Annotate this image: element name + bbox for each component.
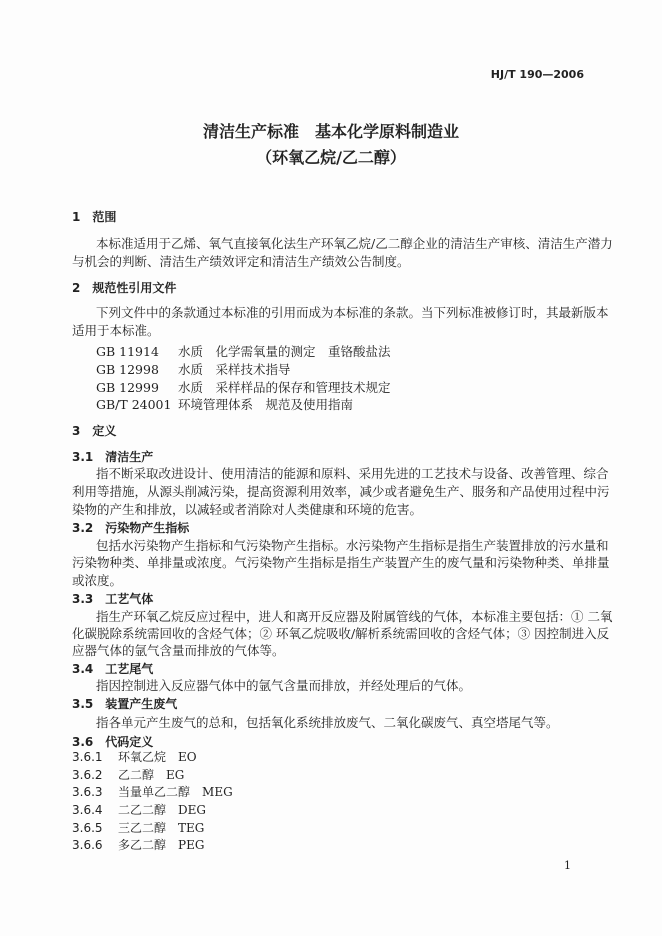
section-title: 定义 (92, 424, 117, 438)
paragraph-line: 与机会的判断、清洁生产绩效评定和清洁生产绩效公告制度。 (72, 254, 410, 269)
subsection-title: 工艺气体 (105, 592, 154, 606)
paragraph-line: 指各单元产生废气的总和，包括氧化系统排放废气、二氧化碳废气、真空塔尾气等。 (96, 715, 559, 730)
code-definition (72, 837, 204, 853)
paragraph-line: 利用等措施，从源头削减污染，提高资源利用效率，减少或者避免生产、服务和产品使用过程中污 (72, 484, 610, 499)
page-subtitle: （环氧乙烷/乙二醇） (256, 148, 406, 167)
section-number: 2 (72, 281, 81, 295)
subsection-title: 工艺尾气 (105, 662, 154, 676)
paragraph-line: 适用于本标准。 (72, 323, 160, 338)
code-name: 当量单乙二醇 (118, 785, 191, 799)
subsection-heading (72, 734, 153, 750)
code-name: 环氧乙烷 (118, 750, 167, 764)
subsection-title: 代码定义 (105, 735, 154, 749)
code-definition (72, 784, 233, 800)
code-number: 3.6.1 (72, 750, 103, 764)
paragraph-line: 指因控制进入反应器气体中的氩气含量而排放，并经处理后的气体。 (96, 678, 472, 693)
code-name: 三乙二醇 (118, 821, 167, 835)
paragraph-line: 染物的产生和排放，以减轻或者消除对人类健康和环境的危害。 (72, 502, 423, 517)
page-number: 1 (564, 859, 571, 872)
subsection-number: 3.4 (72, 662, 94, 676)
subsection-number: 3.1 (72, 450, 94, 464)
subsection-number: 3.6 (72, 735, 94, 749)
code-abbr: DEG (178, 803, 206, 817)
reference-code: GB/T 24001 (96, 397, 172, 412)
subsection-number: 3.2 (72, 521, 94, 535)
code-abbr: EO (178, 750, 197, 764)
section-title: 规范性引用文件 (92, 281, 177, 295)
code-number: 3.6.5 (72, 821, 103, 835)
code-abbr: PEG (178, 838, 205, 852)
code-name: 多乙二醇 (118, 838, 167, 852)
page-title: 清洁生产标准 基本化学原料制造业 (202, 122, 459, 141)
paragraph-line: 包括水污染物产生指标和气污染物产生指标。水污染物产生指标是指生产装置排放的污水量和 (96, 538, 609, 553)
subsection-heading (72, 661, 153, 677)
code-number: 3.6.2 (72, 768, 103, 782)
code-number: 3.6.3 (72, 785, 103, 799)
code-number: 3.6.6 (72, 838, 103, 852)
section-number: 3 (72, 424, 81, 438)
subsection-title: 污染物产生指标 (105, 521, 190, 535)
code-definition (72, 820, 204, 836)
reference-code: GB 11914 (96, 344, 159, 359)
paragraph-line: 指生产环氧乙烷反应过程中，进人和离开反应器及附属管线的气体，本标准主要包括：① 二氧 (96, 609, 613, 624)
subsection-title: 装置产生废气 (105, 697, 178, 711)
section-title: 范围 (92, 210, 117, 224)
code-definition (72, 749, 197, 765)
subsection-number: 3.5 (72, 697, 94, 711)
subsection-heading (72, 591, 153, 607)
reference-title: 水质 化学需氧量的测定 重铬酸盐法 (178, 344, 391, 359)
paragraph-line: 指不断采取改进设计、使用清洁的能源和原料、采用先进的工艺技术与设备、改善管理、综合 (96, 466, 609, 481)
section-number: 1 (72, 210, 81, 224)
reference-title: 水质 采样技术指导 (178, 362, 291, 377)
subsection-heading (72, 696, 177, 712)
subsection-heading (72, 520, 189, 536)
code-name: 二乙二醇 (118, 803, 167, 817)
reference-code: GB 12998 (96, 362, 159, 377)
subsection-title: 清洁生产 (105, 450, 154, 464)
code-name: 乙二醇 (118, 768, 155, 782)
subsection-number: 3.3 (72, 592, 94, 606)
paragraph-line: 下列文件中的条款通过本标准的引用而成为本标准的条款。当下列标准被修订时，其最新版本 (96, 305, 609, 320)
section-heading-1 (72, 209, 116, 225)
section-heading-3 (72, 423, 116, 439)
code-number: 3.6.4 (72, 803, 103, 817)
reference-title: 环境管理体系 规范及使用指南 (178, 397, 354, 412)
subsection-heading (72, 449, 153, 465)
paragraph-line: 或浓度。 (72, 573, 123, 588)
code-abbr: MEG (202, 785, 233, 799)
section-heading-2 (72, 280, 176, 296)
reference-title: 水质 采样样品的保存和管理技术规定 (178, 380, 391, 395)
document-number: HJ/T 190—2006 (490, 68, 584, 81)
reference-code: GB 12999 (96, 380, 159, 395)
code-abbr: TEG (178, 821, 205, 835)
code-abbr: EG (166, 768, 185, 782)
paragraph-line: 应器气体的氩气含量而排放的气体等。 (72, 643, 285, 658)
paragraph-line: 污染物种类、单排量或浓度。气污染物产生指标是指生产装置产生的废气量和污染物种类、单排量 (72, 555, 610, 570)
paragraph-line: 化碳脱除系统需回收的含烃气体；② 环氧乙烷吸收/解析系统需回收的含烃气体；③ 因控制进入反 (72, 626, 610, 641)
code-definition (72, 802, 206, 818)
code-definition (72, 767, 184, 783)
paragraph-line: 本标准适用于乙烯、氧气直接氧化法生产环氧乙烷/乙二醇企业的清洁生产审核、清洁生产潜力 (96, 236, 613, 251)
